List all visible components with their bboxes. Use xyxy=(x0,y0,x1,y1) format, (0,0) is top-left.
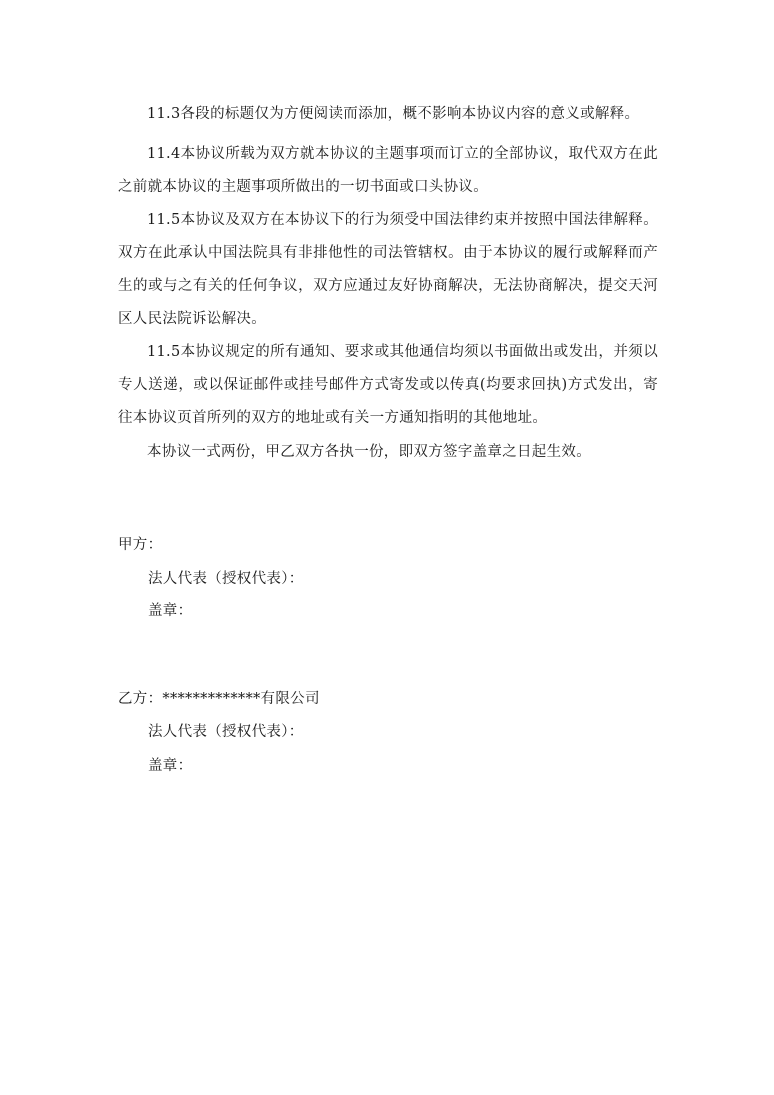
party-a-seal: 盖章： xyxy=(148,603,193,619)
party-a-label: 甲方： xyxy=(118,537,163,553)
clause-11-5-notice: 11.5本协议规定的所有通知、要求或其他通信均须以书面做出或发出，并须以专人送递，或以保证邮件或挂号邮件方式寄发或以传真(均要求回执)方式发出，寄往本协议页首所列的双方的地址或有关一方通知指明的其他地址。 xyxy=(118,344,658,426)
party-b-label: 乙方：*************有限公司 xyxy=(118,691,320,707)
party-a-representative: 法人代表（授权代表）： xyxy=(148,571,304,587)
effective-clause: 本协议一式两份，甲乙双方各执一份，即双方签字盖章之日起生效。 xyxy=(147,444,591,460)
party-b-representative: 法人代表（授权代表）： xyxy=(148,724,304,740)
clause-11-3: 11.3各段的标题仅为方便阅读而添加，概不影响本协议内容的意义或解释。 xyxy=(147,106,640,122)
clause-11-4: 11.4本协议所载为双方就本协议的主题事项而订立的全部协议，取代双方在此之前就本协议的主题事项所做出的一切书面或口头协议。 xyxy=(118,146,658,195)
clause-11-5-law: 11.5本协议及双方在本协议下的行为须受中国法律约束并按照中国法律解释。双方在此承认中国法院具有非排他性的司法管辖权。由于本协议的履行或解释而产生的或与之有关的任何争议，双方应通过友好协商解决，无法协商解决，提交天河区人民法院诉讼解决。 xyxy=(118,212,658,327)
party-b-seal: 盖章： xyxy=(148,758,193,774)
